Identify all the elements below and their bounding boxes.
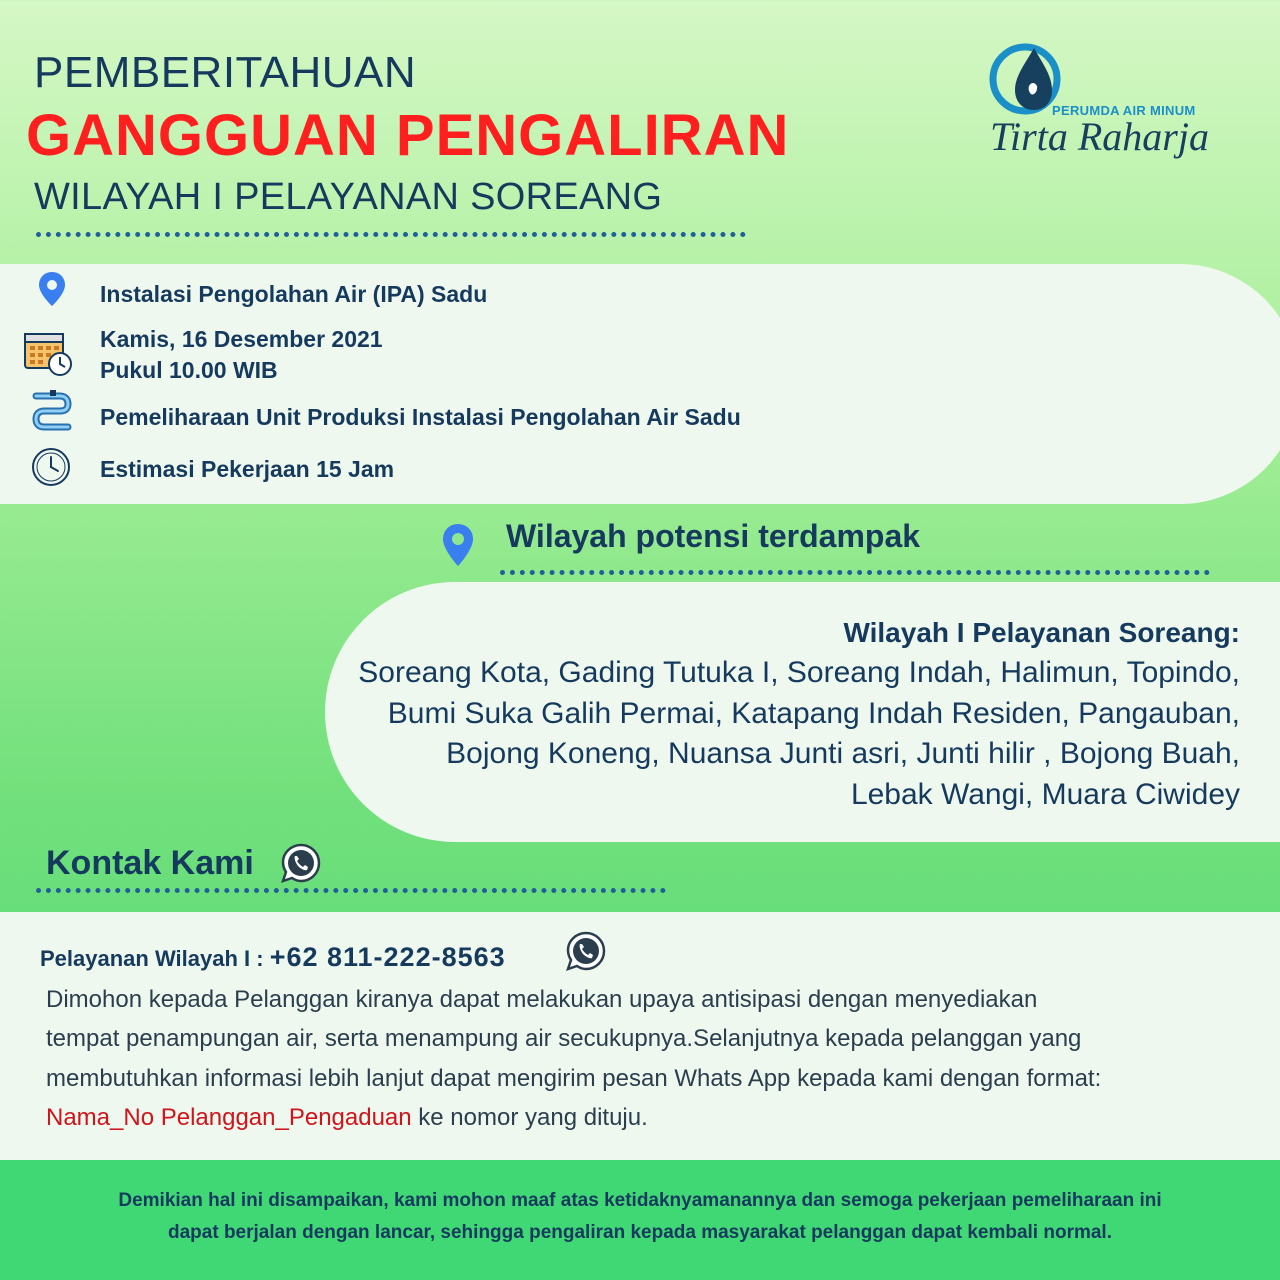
- location-pin-icon: [36, 270, 68, 308]
- info-date: Kamis, 16 Desember 2021: [100, 326, 383, 352]
- info-activity: Pemeliharaan Unit Produksi Instalasi Pengolahan Air Sadu: [100, 404, 741, 430]
- header-divider: [36, 232, 746, 237]
- footer-closing-line: dapat berjalan dengan lancar, sehingga pengaliran kepada masyarakat pelanggan dapat kembali normal.: [168, 1222, 1112, 1243]
- info-location: Instalasi Pengolahan Air (IPA) Sadu: [100, 281, 488, 307]
- notice-subtitle: WILAYAH I PELAYANAN SOREANG: [34, 176, 663, 218]
- water-pipe-icon: [30, 388, 74, 434]
- contact-body-line: Dimohon kepada Pelanggan kiranya dapat melakukan upaya antisipasi dengan menyediakan: [46, 986, 1038, 1013]
- affected-region-title: Wilayah potensi terdampak: [506, 518, 921, 554]
- clock-icon: [30, 446, 72, 488]
- notice-kicker: PEMBERITAHUAN: [34, 48, 417, 97]
- affected-areas-heading: Wilayah I Pelayanan Soreang:: [843, 617, 1240, 648]
- affected-area-line: Bumi Suka Galih Permai, Katapang Indah Residen, Pangauban,: [387, 697, 1240, 730]
- footer-closing-line: Demikian hal ini disampaikan, kami mohon maaf atas ketidaknyamanannya dan semoga pekerjaan pemeliharaan ini: [118, 1190, 1162, 1211]
- affected-area-line: Bojong Koneng, Nuansa Junti asri, Junti hilir , Bojong Buah,: [446, 737, 1240, 770]
- region-divider: [500, 570, 1210, 575]
- phone-number-link[interactable]: +62 811-222-8563: [269, 942, 506, 972]
- contact-divider: [36, 888, 666, 893]
- contact-format-line: [46, 1104, 648, 1132]
- affected-area-line: Soreang Kota, Gading Tutuka I, Soreang Indah, Halimun, Topindo,: [358, 656, 1240, 689]
- contact-title: Kontak Kami: [46, 844, 254, 882]
- region-pin-icon: [440, 522, 476, 568]
- info-duration: Estimasi Pekerjaan 15 Jam: [100, 456, 395, 482]
- service-label: Pelayanan Wilayah I :: [40, 946, 264, 971]
- affected-area-line: Lebak Wangi, Muara Ciwidey: [850, 778, 1240, 811]
- footer-band: [0, 1160, 1280, 1280]
- message-format: Nama_No Pelanggan_Pengaduan: [46, 1104, 412, 1131]
- contact-body-line: tempat penampungan air, serta menampung air secukupnya.Selanjutnya kepada pelanggan yang: [46, 1025, 1082, 1052]
- whatsapp-icon[interactable]: [280, 842, 322, 884]
- calendar-clock-icon: [22, 330, 74, 378]
- notice-title: GANGGUAN PENGALIRAN: [26, 103, 790, 168]
- logo-company-name: Tirta Raharja: [990, 114, 1209, 159]
- logo-org-label: PERUMDA AIR MINUM: [1052, 103, 1196, 118]
- info-time: Pukul 10.00 WIB: [100, 357, 278, 383]
- whatsapp-icon[interactable]: [565, 930, 607, 972]
- contact-body-line: membutuhkan informasi lebih lanjut dapat mengirim pesan Whats App kepada kami dengan format:: [46, 1065, 1102, 1092]
- message-format-suffix: ke nomor yang dituju.: [411, 1104, 648, 1131]
- service-phone-line: [40, 942, 506, 973]
